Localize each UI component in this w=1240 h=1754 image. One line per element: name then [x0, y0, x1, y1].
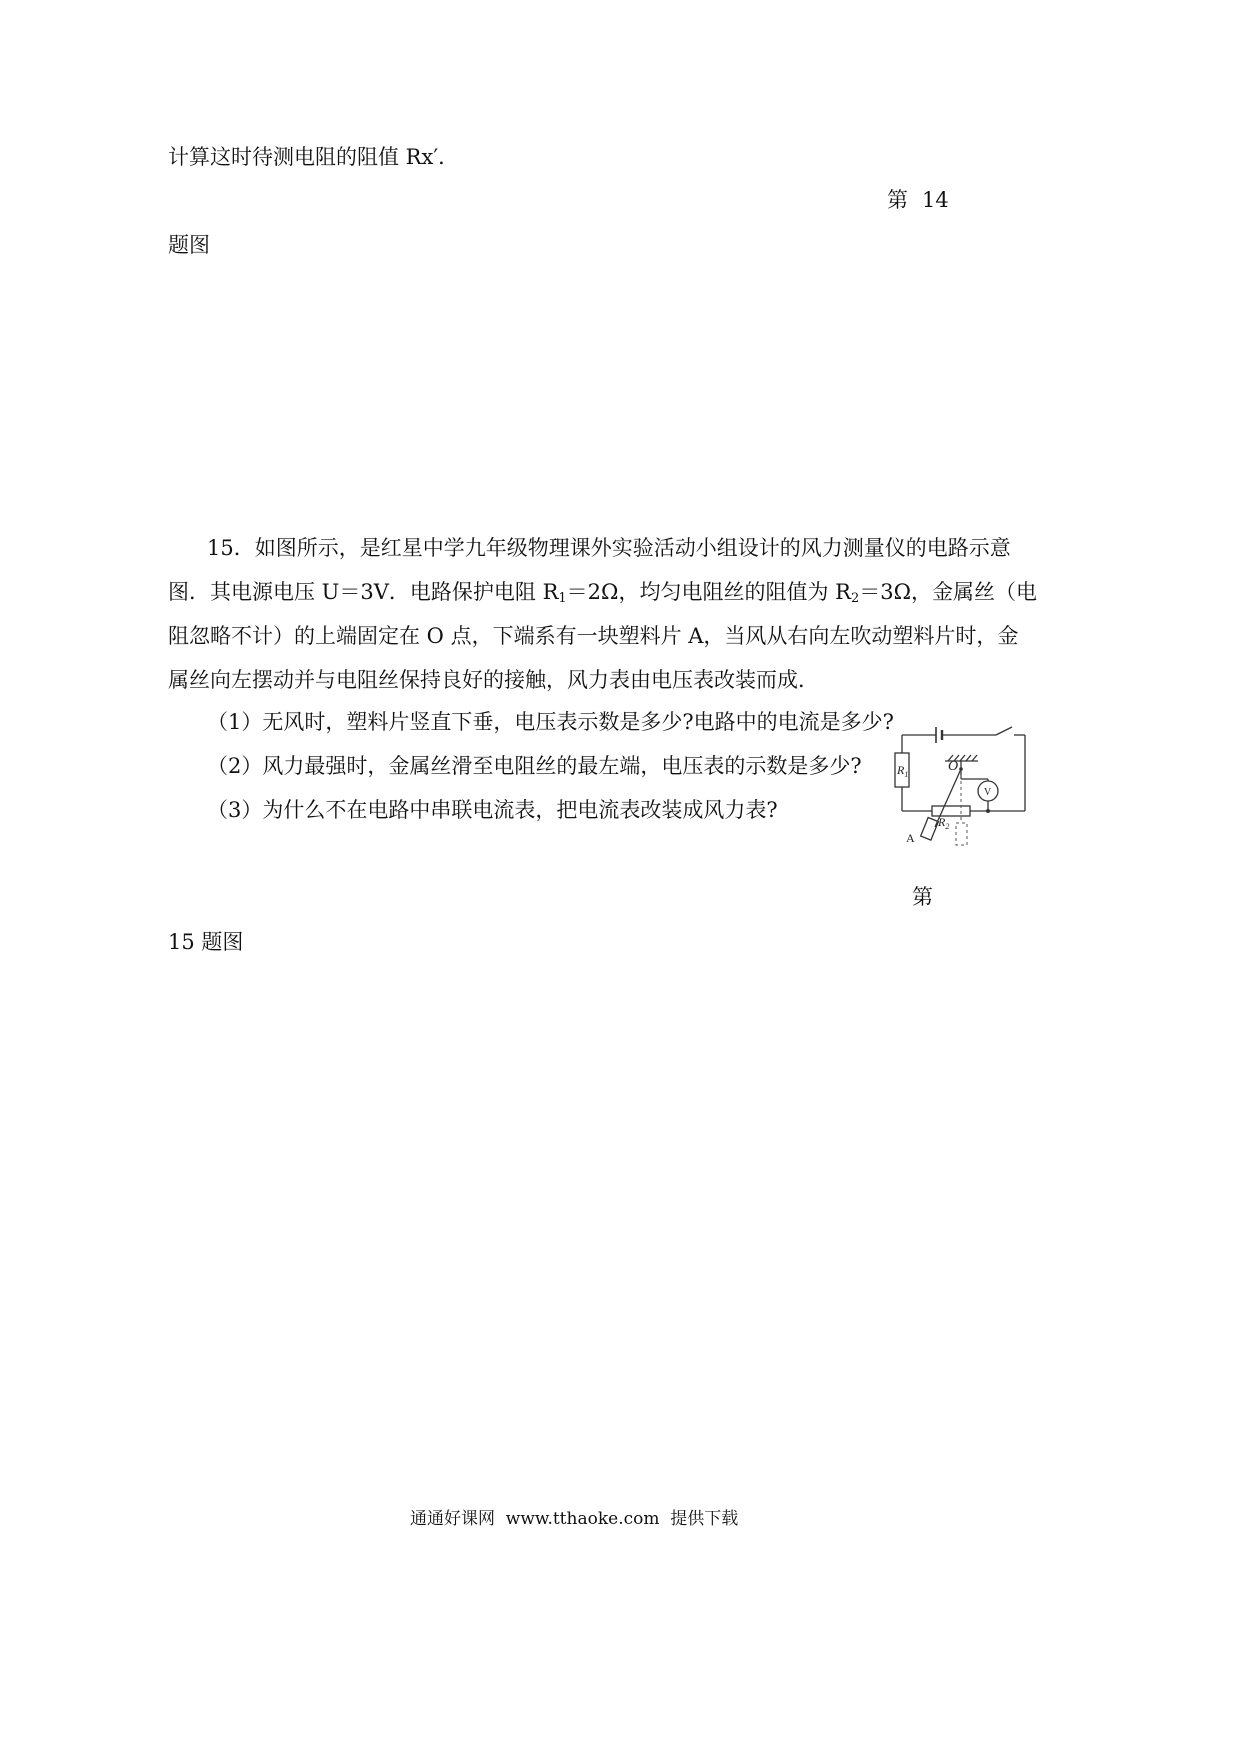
q14-tail-text: 计算这时待测电阻的阻值 Rx′．	[168, 145, 460, 169]
voltmeter-label: V	[984, 787, 992, 798]
q14-figure-caption-cont: 题图	[168, 233, 210, 257]
q14-caption-number: 14	[922, 188, 949, 212]
page-footer: 通通好课网 www.tthaoke.com 提供下载	[410, 1509, 739, 1529]
svg-text:R2: $R_2$	[938, 815, 950, 831]
q14-figure-caption	[887, 190, 949, 211]
q15-paragraph-line: 属丝向左摆动并与电阻丝保持良好的接触，风力表由电压表改装而成．	[168, 668, 819, 692]
q14-caption-word: 第	[887, 188, 908, 212]
q15-paragraph-line: 阻忽略不计）的上端固定在 O 点，下端系有一块塑料片 A，当风从右向左吹动塑料片时，金	[168, 624, 1019, 648]
plastic-sheet-label: A	[906, 831, 915, 845]
q15-subquestion-3: （3）为什么不在电路中串联电流表，把电流表改装成风力表?	[207, 798, 778, 822]
q15-circuit-diagram	[880, 715, 1060, 855]
q15-figure-caption: 第	[912, 885, 933, 909]
q15-subquestion-2: （2）风力最强时，金属丝滑至电阻丝的最左端，电压表的示数是多少?	[207, 754, 862, 778]
q15-paragraph-line: 15．如图所示，是红星中学九年级物理课外实验活动小组设计的风力测量仪的电路示意	[207, 536, 1011, 560]
svg-text:R1: $R_1$	[897, 763, 909, 779]
q15-paragraph-line: 图．其电源电压 U＝3V．电路保护电阻 $R_1=2\Omega$，均匀电阻丝的阻值为 $R_2=3\Omega$，金属丝（电	[168, 580, 1037, 606]
q15-figure-caption-cont: 15 题图	[168, 930, 244, 954]
point-o-label: O	[948, 759, 959, 774]
q15-subquestion-1: （1）无风时，塑料片竖直下垂，电压表示数是多少?电路中的电流是多少?	[207, 710, 894, 734]
